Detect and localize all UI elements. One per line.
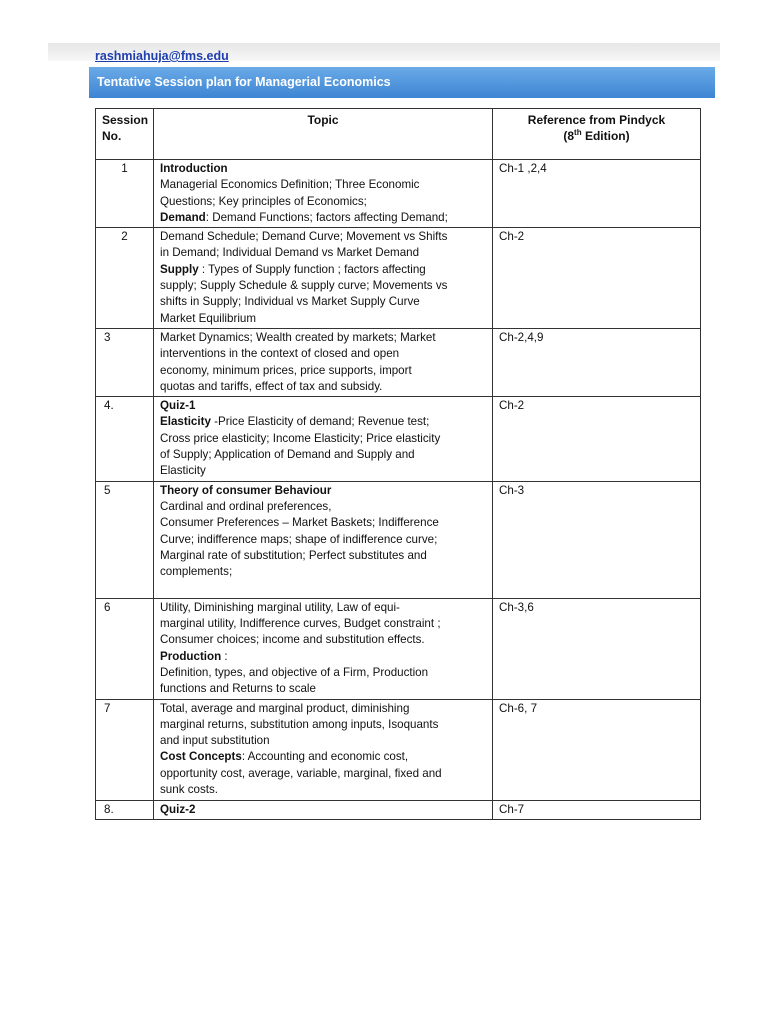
topic-line [160, 564, 486, 580]
title-banner [89, 67, 715, 98]
topic-text: : [221, 649, 228, 663]
topic-line [160, 229, 486, 245]
topic-text: marginal returns, substitution among inputs, Isoquants [160, 717, 439, 731]
table-body [96, 160, 701, 820]
session-plan-table [95, 108, 701, 820]
topic-line [160, 600, 486, 616]
topic-line [160, 330, 486, 346]
topic-text [160, 581, 163, 594]
topic-heading: Quiz-1 [160, 399, 196, 413]
topic-line [160, 346, 486, 362]
session-topic [154, 800, 493, 819]
reference-chapters: Ch-1 ,2,4 [493, 160, 701, 228]
topic-text: Market Dynamics; Wealth created by markets; Market [160, 330, 436, 344]
topic-text: Marginal rate of substitution; Perfect substitutes and [160, 548, 427, 562]
table-row [96, 598, 701, 699]
session-topic [154, 160, 493, 228]
topic-text: and input substitution [160, 734, 270, 748]
session-topic [154, 598, 493, 699]
reference-chapters: Ch-2 [493, 397, 701, 481]
topic-line [160, 311, 486, 327]
topic-text: Consumer choices; income and substitution effects. [160, 633, 425, 647]
session-number: 1 [96, 160, 154, 228]
topic-heading: Supply [160, 262, 199, 276]
reference-chapters: Ch-6, 7 [493, 699, 701, 800]
table-row [96, 397, 701, 481]
topic-line [160, 681, 486, 697]
topic-line [160, 447, 486, 463]
topic-line [160, 749, 486, 765]
topic-line [160, 379, 486, 395]
topic-line [160, 782, 486, 798]
topic-line [160, 802, 486, 818]
reference-chapters: Ch-3 [493, 481, 701, 598]
column-header-reference-line1: Reference from Pindyck [527, 113, 666, 127]
topic-text: Utility, Diminishing marginal utility, Law of equi- [160, 600, 400, 614]
column-header-topic [154, 109, 493, 160]
topic-line [160, 294, 486, 310]
topic-heading: Introduction [160, 162, 228, 175]
topic-text: Consumer Preferences – Market Baskets; Indifference [160, 516, 439, 530]
session-topic [154, 699, 493, 800]
topic-text: : Demand Functions; factors affecting Demand; [205, 210, 448, 224]
session-topic [154, 397, 493, 481]
topic-text: complements; [160, 565, 233, 579]
topic-line [160, 177, 486, 193]
topic-text: Managerial Economics Definition; Three Economic [160, 178, 420, 192]
topic-line [160, 515, 486, 531]
topic-line [160, 483, 486, 499]
topic-line [160, 649, 486, 665]
topic-text: Questions; Key principles of Economics; [160, 194, 367, 208]
column-header-reference [493, 109, 701, 160]
topic-heading: Elasticity [160, 415, 211, 429]
topic-line [160, 632, 486, 648]
topic-text: Elasticity [160, 464, 206, 478]
topic-text: economy, minimum prices, price supports, import [160, 363, 412, 377]
session-topic [154, 328, 493, 396]
topic-text: quotas and tariffs, effect of tax and subsidy. [160, 379, 383, 393]
session-number: 3 [96, 328, 154, 396]
column-header-session-line1: Session [102, 113, 149, 127]
topic-text: marginal utility, Indifference curves, Budget constraint ; [160, 617, 441, 631]
topic-text: of Supply; Application of Demand and Supply and [160, 448, 415, 462]
topic-line [160, 414, 486, 430]
topic-text: shifts in Supply; Individual vs Market Supply Curve [160, 295, 420, 309]
author-email-link[interactable]: rashmiahuja@fms.edu [95, 49, 229, 63]
reference-chapters: Ch-3,6 [493, 598, 701, 699]
topic-line [160, 580, 486, 596]
table-row [96, 328, 701, 396]
topic-text: : Types of Supply function ; factors affecting [198, 262, 426, 276]
session-number: 7 [96, 699, 154, 800]
topic-line [160, 210, 486, 226]
topic-line [160, 278, 486, 294]
reference-chapters: Ch-2 [493, 228, 701, 329]
topic-line [160, 245, 486, 261]
table-row [96, 160, 701, 228]
topic-line [160, 463, 486, 479]
topic-line [160, 363, 486, 379]
topic-text: in Demand; Individual Demand vs Market Demand [160, 246, 420, 260]
column-header-reference-line2-pre: (8 [563, 129, 575, 143]
topic-text: functions and Returns to scale [160, 682, 316, 696]
column-header-reference-line2-post: Edition) [581, 129, 630, 143]
topic-line [160, 431, 486, 447]
topic-line [160, 717, 486, 733]
topic-line [160, 701, 486, 717]
topic-line [160, 548, 486, 564]
topic-heading: Theory of consumer Behaviour [160, 483, 332, 497]
column-header-session [96, 109, 154, 160]
topic-line [160, 766, 486, 782]
topic-line [160, 161, 486, 177]
column-header-session-line2: No. [102, 129, 122, 143]
topic-text: Demand Schedule; Demand Curve; Movement vs Shifts [160, 230, 448, 244]
topic-heading: Cost Concepts [160, 750, 242, 764]
topic-line [160, 262, 486, 278]
session-number: 6 [96, 598, 154, 699]
session-number: 2 [96, 228, 154, 329]
session-number: 4. [96, 397, 154, 481]
topic-text: supply; Supply Schedule & supply curve; Movements vs [160, 279, 448, 293]
session-number: 5 [96, 481, 154, 598]
topic-text: sunk costs. [160, 782, 218, 796]
session-number: 8. [96, 800, 154, 819]
topic-text: Cross price elasticity; Income Elasticity; Price elasticity [160, 431, 441, 445]
topic-text: Market Equilibrium [160, 311, 256, 325]
table-row [96, 228, 701, 329]
document-title: Tentative Session plan for Managerial Economics [97, 75, 391, 89]
topic-line [160, 398, 486, 414]
topic-line [160, 532, 486, 548]
session-topic [154, 228, 493, 329]
topic-text: opportunity cost, average, variable, marginal, fixed and [160, 766, 442, 780]
topic-line [160, 194, 486, 210]
table-row [96, 481, 701, 598]
topic-text: Cardinal and ordinal preferences, [160, 499, 332, 513]
topic-text: Definition, types, and objective of a Firm, Production [160, 665, 429, 679]
topic-text: interventions in the context of closed and open [160, 347, 400, 361]
topic-heading: Quiz-2 [160, 802, 196, 816]
topic-line [160, 616, 486, 632]
table-header-row [96, 109, 701, 160]
topic-heading: Demand [160, 210, 206, 224]
table-row [96, 800, 701, 819]
topic-line [160, 665, 486, 681]
session-topic [154, 481, 493, 598]
topic-line [160, 733, 486, 749]
topic-heading: Production [160, 649, 222, 663]
reference-chapters: Ch-2,4,9 [493, 328, 701, 396]
table-row [96, 699, 701, 800]
column-header-topic-label: Topic [307, 113, 339, 127]
topic-text: Total, average and marginal product, diminishing [160, 701, 410, 715]
topic-text: : Accounting and economic cost, [241, 750, 409, 764]
topic-line [160, 499, 486, 515]
topic-text: Curve; indifference maps; shape of indifference curve; [160, 532, 438, 546]
topic-text: -Price Elasticity of demand; Revenue test; [210, 415, 430, 429]
reference-chapters: Ch-7 [493, 800, 701, 819]
column-header-reference-line2-sup: th [574, 128, 582, 137]
